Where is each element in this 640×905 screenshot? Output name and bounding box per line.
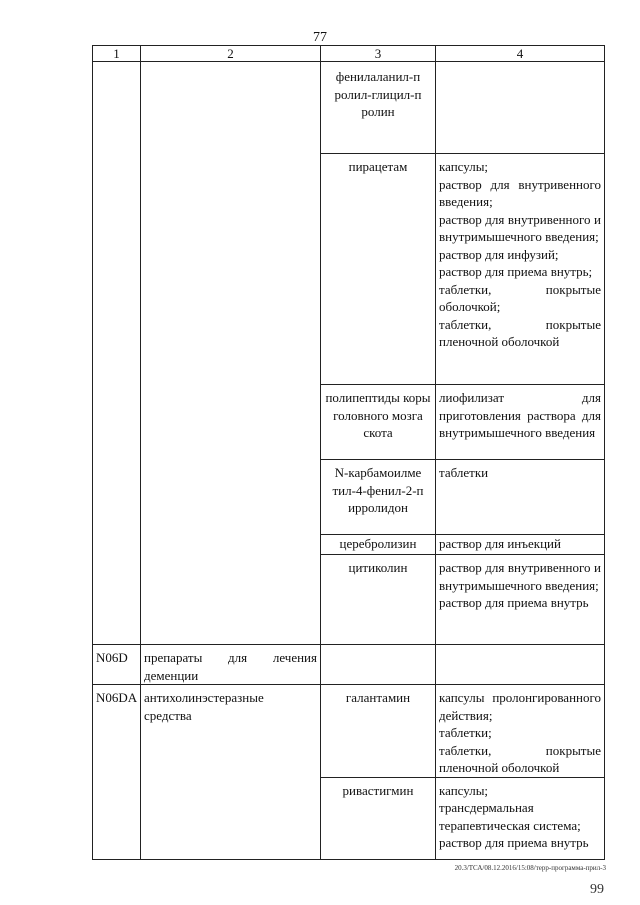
dosage-form: раствор для внутривенного введения; bbox=[439, 176, 601, 209]
dosage-form: раствор для инъекций bbox=[439, 536, 561, 551]
drug-name: фенилаланил-пролил-глицил-пролин bbox=[334, 69, 422, 119]
dosage-forms-cell bbox=[436, 385, 605, 460]
header-cell: 3 bbox=[321, 46, 436, 62]
drug-name: ривастигмин bbox=[342, 782, 414, 798]
group-name: антихолинэстеразные средства bbox=[144, 690, 264, 723]
drug-name: N-карбамоилметил-4-фенил-2-пирролидон bbox=[332, 465, 424, 515]
dosage-form: раствор для приема внутрь bbox=[439, 595, 589, 610]
dosage-forms-cell bbox=[436, 62, 605, 154]
drug-name: пирацетам bbox=[348, 159, 408, 174]
dosage-form: капсулы; bbox=[439, 782, 489, 798]
dosage-form: капсулы пролонгированного действия; bbox=[439, 690, 601, 723]
drug-name-cell bbox=[321, 385, 436, 460]
group-cell bbox=[141, 62, 321, 645]
dosage-forms-cell bbox=[436, 645, 605, 685]
drug-name-cell bbox=[321, 535, 436, 555]
table-row bbox=[93, 62, 605, 154]
sheet-number: 99 bbox=[590, 882, 604, 897]
header-cell: 1 bbox=[93, 46, 141, 62]
drug-name-cell bbox=[321, 685, 436, 778]
drug-name: церебролизин bbox=[339, 536, 417, 551]
atc-code: N06D bbox=[96, 650, 128, 665]
dosage-form: таблетки bbox=[439, 465, 489, 480]
dosage-form: раствор для приема внутрь; bbox=[439, 264, 593, 279]
drug-name: цитиколин bbox=[348, 560, 408, 575]
dosage-forms-cell bbox=[436, 154, 605, 385]
code-cell bbox=[93, 62, 141, 645]
dosage-form: лиофилизат для приготовления раствора для внутримышечного введения bbox=[439, 390, 601, 440]
table-header-row bbox=[93, 46, 605, 62]
dosage-form: раствор для внутривенного и внутримышечного введения; bbox=[439, 211, 601, 244]
dosage-forms-cell bbox=[436, 535, 605, 555]
drug-name-cell bbox=[321, 460, 436, 535]
dosage-form: таблетки; bbox=[439, 725, 492, 740]
drug-name-cell bbox=[321, 645, 436, 685]
dosage-forms-cell bbox=[436, 460, 605, 535]
dosage-form: раствор для инфузий; bbox=[439, 246, 559, 262]
dosage-form: таблетки, покрытые оболочкой; bbox=[439, 281, 601, 314]
dosage-form: таблетки, покрытые пленочной оболочкой bbox=[439, 742, 601, 775]
group-name: препараты для лечения деменции bbox=[144, 650, 317, 683]
footer-stamp: 20.3/ТСА/08.12.2016/15:08/терр-программа-прил-3 bbox=[454, 864, 606, 872]
header-cell: 4 bbox=[436, 46, 605, 62]
drug-name-cell bbox=[321, 555, 436, 645]
code-cell bbox=[93, 645, 141, 685]
table-row bbox=[93, 645, 605, 685]
header-cell: 2 bbox=[141, 46, 321, 62]
code-cell bbox=[93, 685, 141, 860]
dosage-form: раствор для приема внутрь bbox=[439, 835, 589, 850]
drug-name: полипептиды коры головного мозга скота bbox=[325, 390, 431, 440]
dosage-form: раствор для внутривенного и внутримышечного введения; bbox=[439, 560, 601, 593]
drug-name-cell bbox=[321, 62, 436, 154]
table-row bbox=[93, 685, 605, 778]
drug-name: галантамин bbox=[345, 690, 411, 705]
group-cell bbox=[141, 645, 321, 685]
drug-name-cell bbox=[321, 154, 436, 385]
dosage-forms-cell bbox=[436, 685, 605, 778]
dosage-forms-cell bbox=[436, 777, 605, 859]
dosage-form: таблетки, покрытые пленочной оболочкой bbox=[439, 316, 601, 349]
dosage-form: трансдермальная терапевтическая система; bbox=[439, 800, 581, 833]
group-cell bbox=[141, 685, 321, 860]
dosage-form: капсулы; bbox=[439, 159, 489, 174]
drug-name-cell bbox=[321, 777, 436, 859]
drug-table bbox=[92, 45, 605, 860]
dosage-forms-cell bbox=[436, 555, 605, 645]
page-number: 77 bbox=[313, 30, 327, 45]
atc-code: N06DA bbox=[96, 690, 138, 705]
